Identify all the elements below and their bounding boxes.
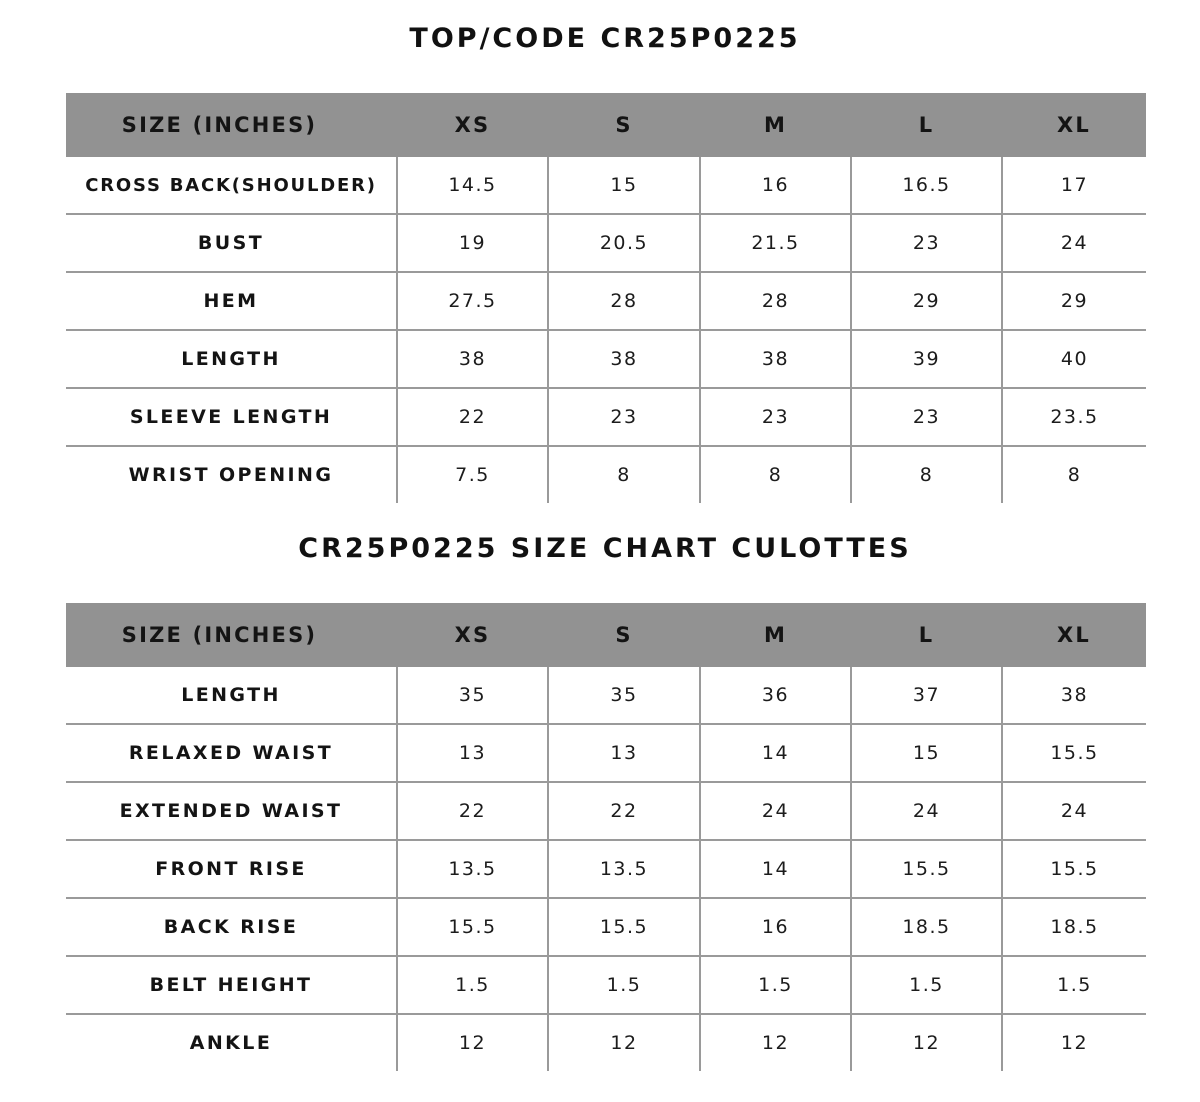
header-size-xs: XS [397,93,548,157]
row-label: EXTENDED WAIST [66,782,397,840]
table-cell: 35 [397,667,548,724]
header-size-m: M [700,93,851,157]
table-cell: 29 [851,272,1002,330]
table-cell: 16 [700,898,851,956]
table-cell: 29 [1002,272,1146,330]
table-cell: 15.5 [548,898,700,956]
table-cell: 40 [1002,330,1146,388]
table-cell: 8 [851,446,1002,503]
row-label: LENGTH [66,330,397,388]
table-cell: 8 [700,446,851,503]
table-cell: 12 [397,1014,548,1071]
row-label: FRONT RISE [66,840,397,898]
row-label: HEM [66,272,397,330]
table-cell: 22 [397,388,548,446]
table-cell: 22 [397,782,548,840]
header-size-xs: XS [397,603,548,667]
table-cell: 38 [700,330,851,388]
table-cell: 8 [548,446,700,503]
row-label: BUST [66,214,397,272]
table-row [66,446,1146,503]
table-row [66,214,1146,272]
table-header-row [66,93,1146,157]
table-cell: 38 [548,330,700,388]
culottes-size-table [66,603,1146,1071]
table-cell: 19 [397,214,548,272]
table-cell: 20.5 [548,214,700,272]
top-size-chart-title: TOP/CODE CR25P0225 [409,23,801,54]
table-cell: 37 [851,667,1002,724]
table-cell: 13 [397,724,548,782]
header-size-l: L [851,93,1002,157]
table-cell: 12 [1002,1014,1146,1071]
row-label: LENGTH [66,667,397,724]
table-cell: 15 [548,157,700,214]
table-header-row [66,603,1146,667]
header-size-inches: SIZE (INCHES) [66,93,397,157]
table-cell: 24 [851,782,1002,840]
table-row [66,956,1146,1014]
table-cell: 13.5 [397,840,548,898]
row-label: ANKLE [189,1032,273,1054]
table-cell: 1.5 [851,956,1002,1014]
row-label: RELAXED WAIST [66,724,397,782]
table-cell: 35 [548,667,700,724]
table-row [66,667,1146,724]
table-cell: 12 [700,1014,851,1071]
table-cell: 28 [700,272,851,330]
table-cell: 1.5 [548,956,700,1014]
table-cell: 38 [397,330,548,388]
table-cell: 15.5 [1002,724,1146,782]
table-cell: 28 [548,272,700,330]
table-cell: 7.5 [397,446,548,503]
table-cell: 24 [1002,214,1146,272]
row-label: BACK RISE [66,898,397,956]
table-cell: 15.5 [397,898,548,956]
table-cell: 15.5 [1002,840,1146,898]
table-cell: 14 [700,724,851,782]
table-cell: 27.5 [397,272,548,330]
header-size-s: S [548,93,700,157]
table-cell: 14 [700,840,851,898]
table-cell: 14.5 [397,157,548,214]
table-cell: 8 [1002,446,1146,503]
table-row [66,782,1146,840]
header-size-xl: XL [1002,93,1146,157]
header-size-m: M [700,603,851,667]
table-cell: 13 [548,724,700,782]
table-row [66,272,1146,330]
table-cell: 36 [700,667,851,724]
table-cell: 12 [851,1014,1002,1071]
table-cell: 23 [548,388,700,446]
table-cell: 18.5 [1002,898,1146,956]
table-row [66,840,1146,898]
table-row [66,724,1146,782]
top-size-table [66,93,1146,503]
header-size-inches: SIZE (INCHES) [66,603,397,667]
table-row [66,157,1146,214]
table-cell: 23.5 [1002,388,1146,446]
table-cell: 21.5 [700,214,851,272]
table-cell: 24 [1002,782,1146,840]
table-cell: 15 [851,724,1002,782]
row-label: BELT HEIGHT [66,956,397,1014]
table-cell: 23 [700,388,851,446]
table-cell: 15.5 [851,840,1002,898]
row-label: WRIST OPENING [128,464,334,486]
table-cell: 1.5 [700,956,851,1014]
table-cell: 1.5 [397,956,548,1014]
table-cell: 22 [548,782,700,840]
table-cell: 23 [851,214,1002,272]
table-cell: 39 [851,330,1002,388]
table-row [66,1014,1146,1071]
header-size-xl: XL [1002,603,1146,667]
table-cell: 16.5 [851,157,1002,214]
table-cell: 24 [700,782,851,840]
table-cell: 12 [548,1014,700,1071]
table-row [66,330,1146,388]
table-cell: 18.5 [851,898,1002,956]
culottes-size-chart-title: CR25P0225 SIZE CHART CULOTTES [298,533,912,564]
table-cell: 1.5 [1002,956,1146,1014]
header-size-l: L [851,603,1002,667]
header-size-s: S [548,603,700,667]
table-row [66,388,1146,446]
table-row [66,898,1146,956]
row-label: SLEEVE LENGTH [66,388,397,446]
table-cell: 38 [1002,667,1146,724]
row-label: CROSS BACK(SHOULDER) [66,157,397,214]
table-cell: 17 [1002,157,1146,214]
table-cell: 13.5 [548,840,700,898]
table-cell: 16 [700,157,851,214]
table-cell: 23 [851,388,1002,446]
